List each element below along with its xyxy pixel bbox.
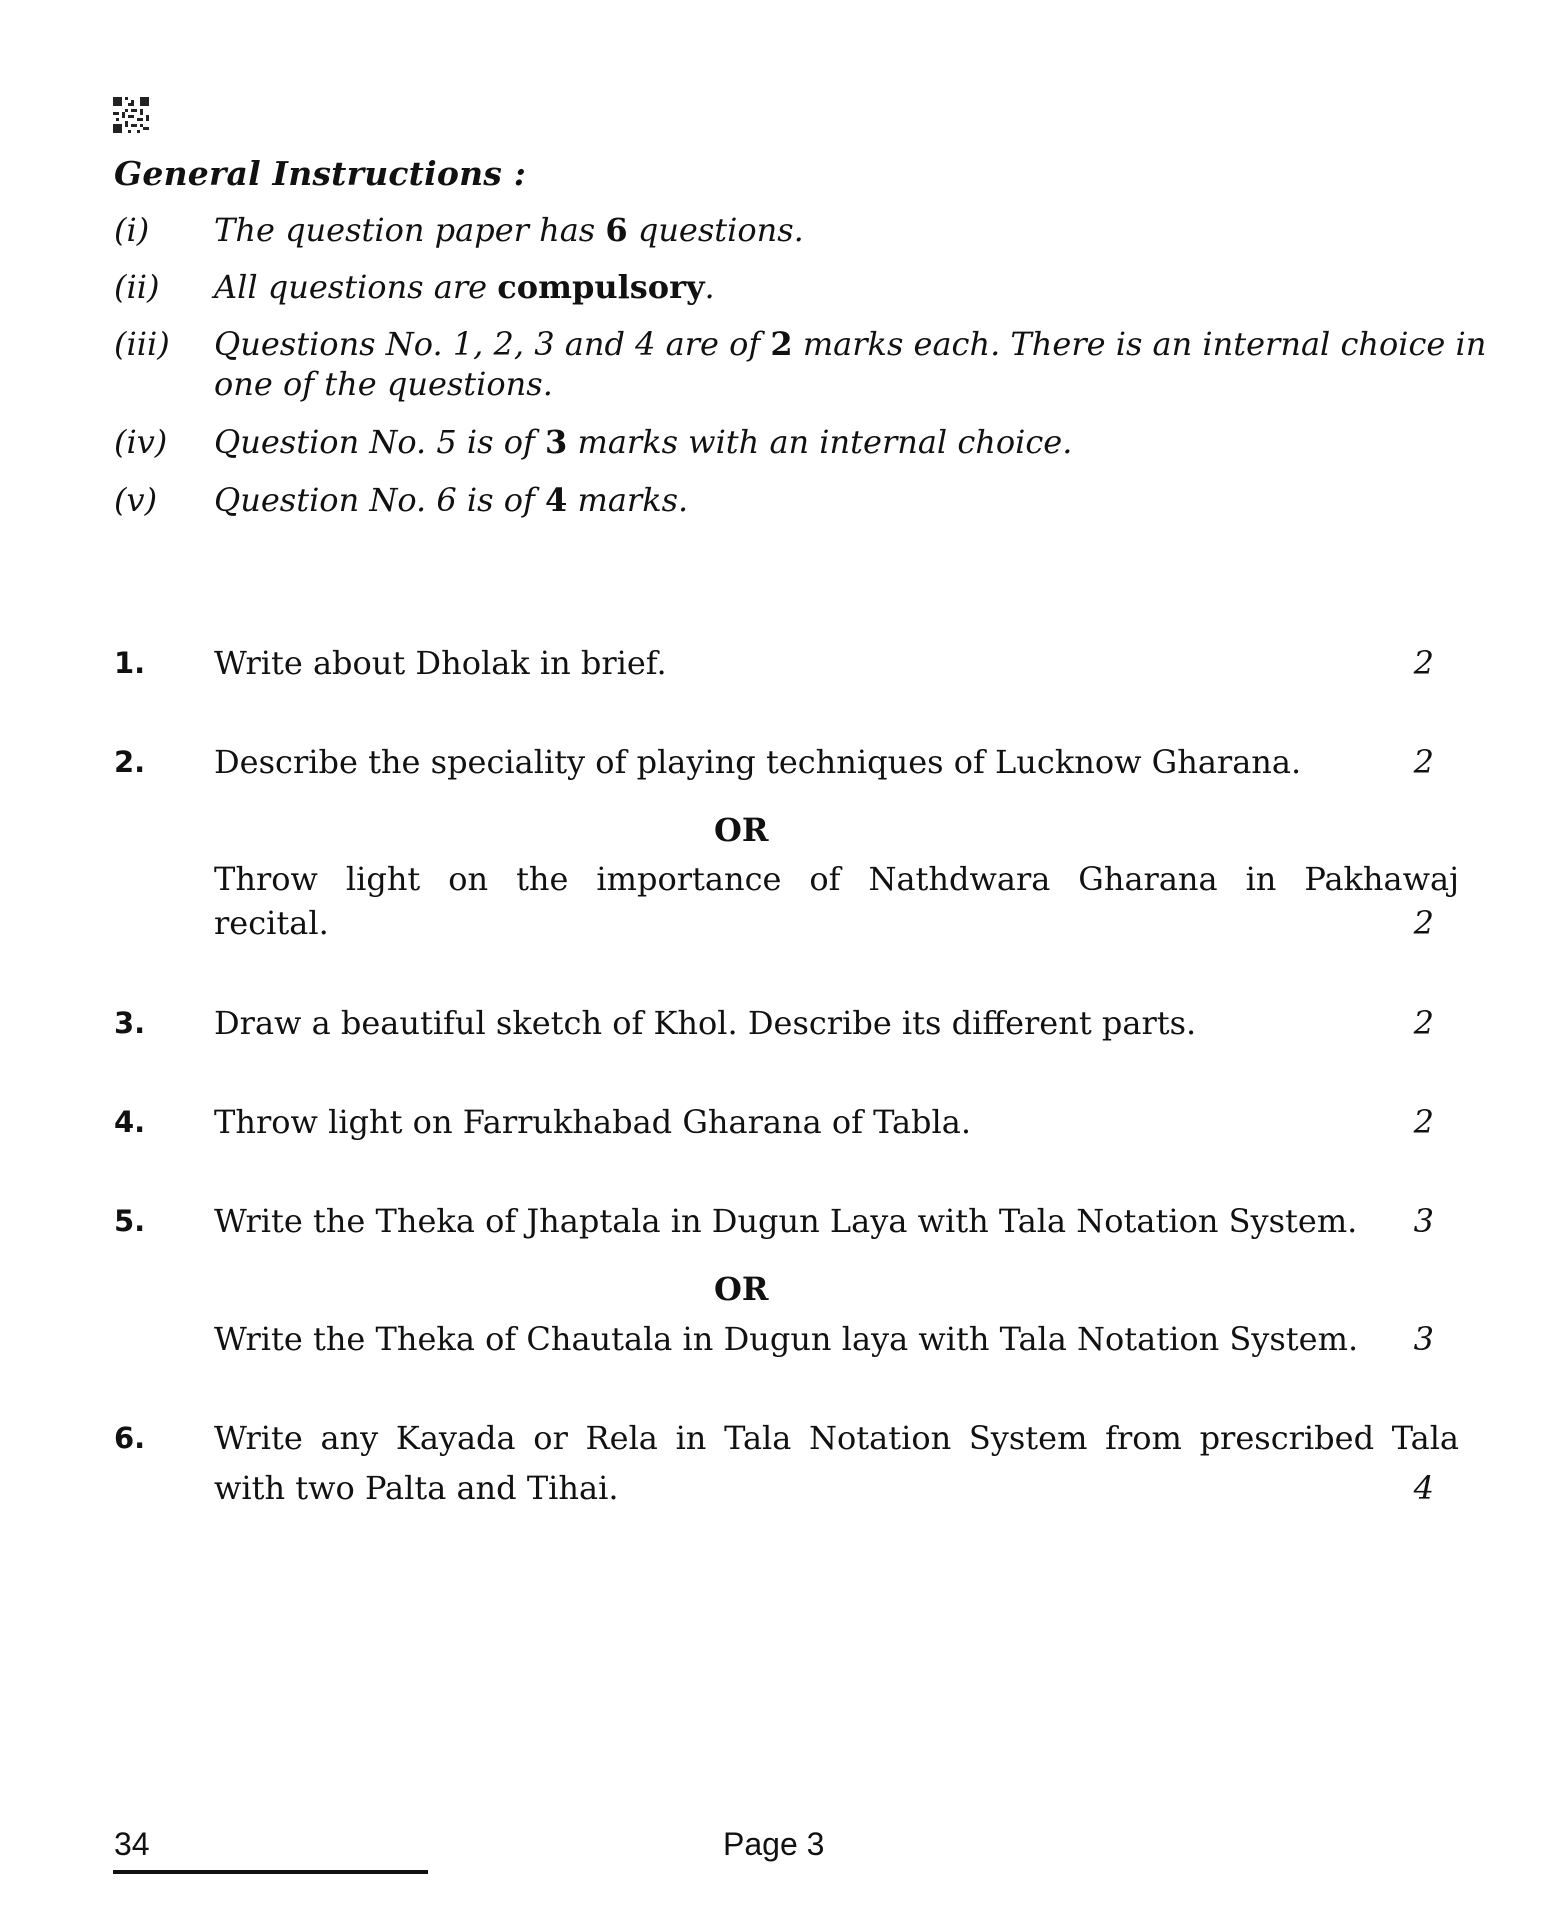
instruction-number: (iii) <box>114 325 170 363</box>
question-text: Throw light on Farrukhabad Gharana of Tabla. <box>214 1103 971 1141</box>
or-label: OR <box>714 811 769 849</box>
instruction-number: (i) <box>114 211 150 249</box>
question-text: Draw a beautiful sketch of Khol. Describe its different parts. <box>214 1004 1197 1042</box>
question-number: 4. <box>114 1105 146 1139</box>
question-number: 6. <box>114 1421 146 1455</box>
paper-code: 34 <box>114 1826 150 1862</box>
question-marks: 4 <box>1413 1469 1434 1507</box>
question-text: Write the Theka of Chautala in Dugun laya with Tala Notation System. <box>214 1320 1359 1358</box>
instruction-text: Questions No. 1, 2, 3 and 4 are of 2 marks each. There is an internal choice in one of the questions. <box>214 325 1487 403</box>
question-marks: 2 <box>1413 743 1434 781</box>
instruction-text: Question No. 5 is of 3 marks with an internal choice. <box>214 423 1073 461</box>
question-marks: 2 <box>1413 1103 1434 1141</box>
instruction-text: Question No. 6 is of 4 marks. <box>214 481 689 519</box>
question-marks: 2 <box>1413 904 1434 942</box>
page-number: Page 3 <box>723 1826 825 1862</box>
instruction-number: (iv) <box>114 423 168 461</box>
question-number: 1. <box>114 646 146 680</box>
general-instructions-title: General Instructions : <box>114 154 527 193</box>
instruction-number: (ii) <box>114 268 160 306</box>
instruction-number: (v) <box>114 481 158 519</box>
question-text: with two Palta and Tihai. <box>214 1469 619 1507</box>
qr-code-icon <box>113 97 149 133</box>
question-number: 2. <box>114 745 146 779</box>
question-number: 3. <box>114 1006 146 1040</box>
instruction-text: The question paper has 6 questions. <box>214 211 804 249</box>
or-label: OR <box>714 1270 769 1308</box>
footer-rule <box>113 1870 428 1874</box>
question-marks: 2 <box>1413 1004 1434 1042</box>
question-text: recital. <box>214 904 329 942</box>
question-marks: 3 <box>1413 1320 1434 1358</box>
question-text: Describe the speciality of playing techniques of Lucknow Gharana. <box>214 743 1302 781</box>
question-text: Throw light on the importance of Nathdwara Gharana in Pakhawaj <box>214 860 1459 898</box>
instruction-text: All questions are compulsory. <box>214 268 715 306</box>
question-text: Write any Kayada or Rela in Tala Notation System from prescribed Tala <box>214 1419 1459 1457</box>
question-text: Write the Theka of Jhaptala in Dugun Laya with Tala Notation System. <box>214 1202 1358 1240</box>
question-number: 5. <box>114 1204 146 1238</box>
question-marks: 3 <box>1413 1202 1434 1240</box>
question-text: Write about Dholak in brief. <box>214 644 667 682</box>
question-marks: 2 <box>1413 644 1434 682</box>
